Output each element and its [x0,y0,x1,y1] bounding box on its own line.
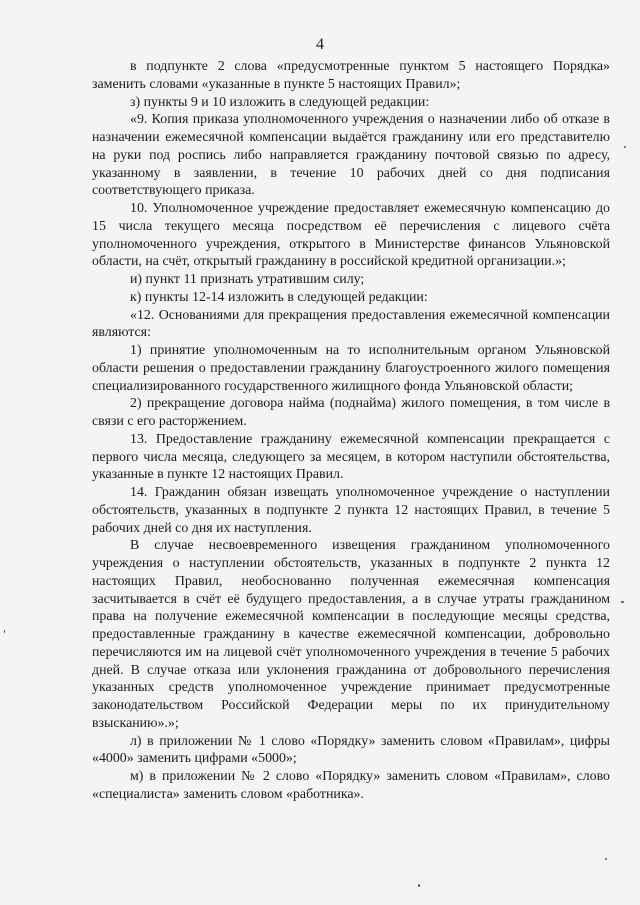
paragraph-point-12-2: 2) прекращение договора найма (поднайма) жилого помещения, в том числе в связи с его расторжением. [92,396,610,429]
paragraph-point-12-1: 1) принятие уполномоченным на то исполнительным органом Ульяновской области решения о предоставлении гражданину благоустроенного жилого помещения специализированного государственного жилищного фонда Ульяновской области; [92,343,610,394]
paragraph-item-i: и) пункт 11 признать утратившим силу; [130,272,365,287]
paragraph-point-9: «9. Копия приказа уполномоченного учреждения о назначении либо об отказе в назначении ежемесячной компенсации выдаётся гражданину или его представителю на руки под роспись либо направляется гражданину почтовой связью по адресу, указанному в заявлении, в течение 10 рабочих дней со дня подписания соответствующего приказа. [92,112,610,199]
paragraph-item-z: з) пункты 9 и 10 изложить в следующей редакции: [130,94,430,110]
paragraph-point-12: «12. Основаниями для прекращения предоставления ежемесячной компенсации являются: [92,307,610,341]
document-body [92,58,610,804]
scan-speck [4,630,5,633]
paragraph-point-10: 10. Уполномоченное учреждение предоставляет ежемесячную компенсацию до 15 числа текущего месяца посредством её перечисления с лицевого счёта уполномоченного учреждения, открытого в Министерстве финансов Ульяновской области, на счёт, открытый гражданину в российской кредитной организации.»; [92,201,610,270]
paragraph-item-l: л) в приложении № 1 слово «Порядку» заменить словом «Правилам», цифры «4000» заменить цифрами «5000»; [92,733,610,767]
page-number: 4 [316,36,324,53]
scan-speck [624,146,626,148]
paragraph-item-k: к) пункты 12-14 изложить в следующей редакции: [130,289,428,305]
scan-speck [621,601,624,603]
scan-speck [418,884,420,887]
paragraph-late-notice: В случае несвоевременного извещения гражданином уполномоченного учреждения о наступлении обстоятельств, указанных в подпункте 2 пункта 12 настоящих Правил, необоснованно полученная ежемесячная компенсация засчитывается в счёт её будущего предоставления, а в случае утраты гражданином права на получение ежемесячной компенсации в последующие месяцы средства, предоставленные гражданину в качестве ежемесячной компенсации, добровольно перечисляются им на лицевой счёт уполномоченного учреждения в течение 5 рабочих дней. В случае отказа или уклонения гражданина от добровольного перечисления указанных средств уполномоченное учреждение принимает предусмотренные законодательством Российской Федерации меры по их принудительному взысканию».»; [92,538,610,731]
scan-speck [605,858,607,860]
paragraph-point-13: 13. Предоставление гражданину ежемесячной компенсации прекращается с первого числа месяца, следующего за месяцем, в котором наступили обстоятельства, указанные в пункте 12 настоящих Правил. [92,431,610,483]
paragraph-item-m: м) в приложении № 2 слово «Порядку» заменить словом «Правилам», слово «специалиста» заменить словом «работника». [92,769,610,802]
paragraph-point-14: 14. Гражданин обязан извещать уполномоченное учреждение о наступлении обстоятельств, указанных в подпункте 2 пункта 12 настоящих Правил, в течение 5 рабочих дней со дня их наступления. [92,485,610,536]
paragraph-subpoint-2: в подпункте 2 слова «предусмотренные пунктом 5 настоящего Порядка» заменить словами «указанные в пункте 5 настоящих Правил»; [92,59,610,92]
